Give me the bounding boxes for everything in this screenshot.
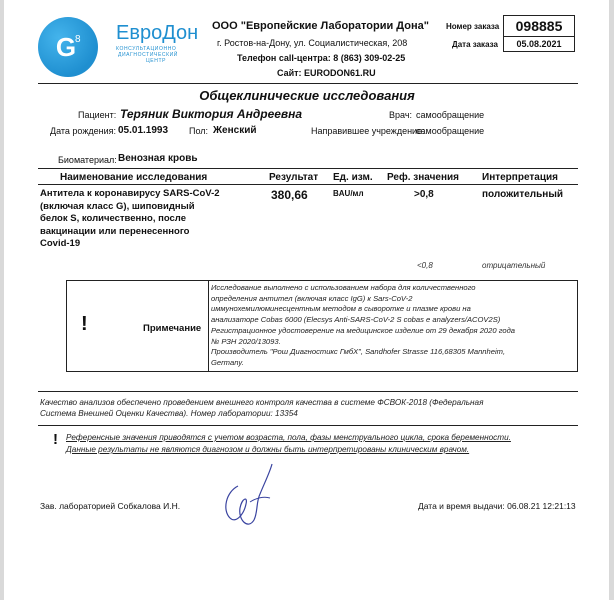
test-name <box>40 188 220 251</box>
test-name-line: Антитела к коронавирусу SARS-CoV-2 <box>40 188 220 199</box>
note-label: Примечание <box>143 323 202 334</box>
disclaimer-divider <box>38 425 578 426</box>
issue-datetime: Дата и время выдачи: 06.08.21 12:21:13 <box>418 501 576 511</box>
test-ref-2: <0,8 <box>417 261 433 270</box>
sex-value: Женский <box>213 125 257 136</box>
org-site: Сайт: EURODON61.RU <box>277 68 376 78</box>
logo-circle <box>38 17 98 77</box>
test-result: 380,66 <box>271 188 308 202</box>
order-number-label: Номер заказа <box>446 22 500 31</box>
patient-label: Пациент: <box>78 110 117 120</box>
logo-sup: 8 <box>75 34 81 45</box>
signature-image <box>220 458 280 538</box>
biomaterial-label: Биоматериал: <box>58 155 117 165</box>
test-ref: >0,8 <box>414 189 434 200</box>
test-unit: BAU/мл <box>333 189 364 198</box>
note-warning-icon: ! <box>81 313 88 335</box>
disclaimer-line-1: Референсные значения приводятся с учетом возраста, пола, фазы менструального цикла, срока беременности. <box>66 433 511 442</box>
quality-text <box>40 397 580 419</box>
order-number-value: 098885 <box>503 15 575 37</box>
note-text-line: Germany. <box>211 357 244 367</box>
brand-sub-1: КОНСУЛЬТАЦИОННО <box>116 46 177 52</box>
patient-name: Теряник Виктория Андреевна <box>120 107 303 121</box>
test-name-line: белок S, количественно, после <box>40 213 187 224</box>
referral-label: Направившее учреждение: <box>311 126 425 136</box>
lab-head: Зав. лабораторией Собкалова И.Н. <box>40 501 181 511</box>
note-text-line: анализаторе Cobas 6000 (Elecsys Anti-SARS-CoV-2 S cobas e analyzers/ACOV2S) <box>211 315 501 325</box>
logo-mark: G <box>55 32 77 62</box>
test-name-line: (включая класс G), шиповидный <box>40 200 195 212</box>
referral-value: самообращение <box>416 126 485 136</box>
sex-label: Пол: <box>189 126 209 136</box>
col-unit-header: Ед. изм. <box>333 172 373 183</box>
test-interpretation-2: отрицательный <box>482 261 546 270</box>
brand-sub-3: ЦЕНТР <box>146 58 167 64</box>
note-text-line: определения антител (включая класс IgG) к Sars-CoV-2 <box>211 293 413 303</box>
note-box <box>66 280 578 372</box>
note-text-line: Регистрационное удостоверение на медицинское изделие от 29 декабря 2020 года <box>211 325 515 335</box>
disclaimer-line-2: Данные результаты не являются диагнозом и должны быть интерпретированы клиническим врачом. <box>66 445 470 454</box>
col-ref-header: Реф. значения <box>387 172 460 183</box>
org-address: г. Ростов-на-Дону, ул. Социалистическая, 208 <box>217 38 408 48</box>
org-name: ООО "Европейские Лаборатории Дона" <box>212 20 429 32</box>
org-phone: Телефон call-центра: 8 (863) 309-02-25 <box>237 53 406 63</box>
header-divider <box>38 83 578 84</box>
note-divider <box>208 281 209 371</box>
dob-value: 05.01.1993 <box>118 125 169 136</box>
test-name-line: вакцинации или перенесенного <box>40 225 190 237</box>
table-header-top-border <box>38 168 578 169</box>
test-interpretation: положительный <box>482 189 564 200</box>
dob-label: Дата рождения: <box>50 126 116 136</box>
order-date-label: Дата заказа <box>452 40 498 49</box>
note-text-line: № РЗН 2020/13093. <box>211 336 281 346</box>
biomaterial-value: Венозная кровь <box>118 153 198 164</box>
quality-line: Система Внешней Оценки Качества). Номер лаборатории: 13354 <box>40 409 298 418</box>
col-result-header: Результат <box>269 172 319 183</box>
note-text-line: Производитель "Рош Диагностикс ГмбХ", Sandhofer Strasse 116,68305 Mannheim, <box>211 347 506 357</box>
note-text <box>211 283 515 369</box>
col-name-header: Наименование исследования <box>60 172 208 183</box>
page-title: Общеклинические исследования <box>199 88 415 103</box>
note-text-line: иммунохемилюминесцентным методом в сыворотке и плазме крови на <box>211 304 471 314</box>
quality-line: Качество анализов обеспечено проведением внешнего контроля качества в системе ФСВОК-2018 (Федеральная <box>40 398 484 407</box>
quality-divider <box>38 391 578 392</box>
test-name-line: Covid-19 <box>40 238 81 249</box>
brand-sub-2: ДИАГНОСТИЧЕСКИЙ <box>118 52 178 58</box>
disclaimer-icon: ! <box>53 431 58 448</box>
doctor-label: Врач: <box>389 110 413 120</box>
table-header-bottom-border <box>38 184 578 185</box>
note-text-line: Исследование выполнено с использованием набора для количественного <box>211 283 476 292</box>
doctor-value: самообращение <box>416 110 485 120</box>
order-date-value: 05.08.2021 <box>503 36 575 52</box>
brand-name: ЕвроДон <box>116 22 199 44</box>
col-interp-header: Интерпретация <box>482 172 558 183</box>
